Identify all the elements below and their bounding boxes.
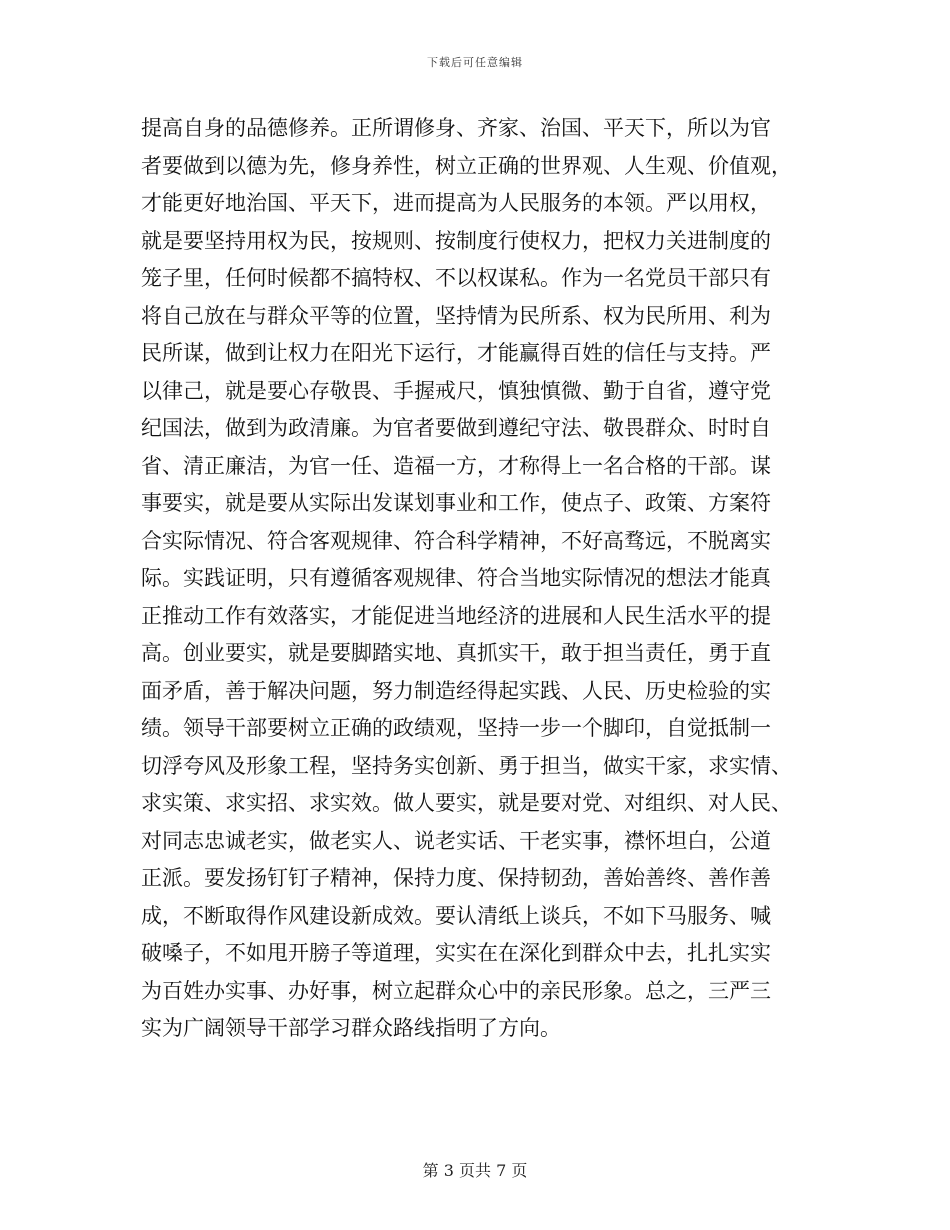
- body-line: 就是要坚持用权为民，按规则、按制度行使权力，把权力关进制度的: [141, 228, 771, 253]
- body-line: 才能更好地治国、平天下，进而提高为人民服务的本领。严以用权，: [141, 191, 771, 215]
- body-line: 正推动工作有效落实，才能促进当地经济的进展和人民生活水平的提: [141, 603, 771, 628]
- body-line: 正派。要发扬钉钉子精神，保持力度、保持韧劲，善始善终、善作善: [141, 866, 771, 890]
- body-line: 际。实践证明，只有遵循客观规律、符合当地实际情况的想法才能真: [141, 566, 771, 590]
- body-line: 以律己，就是要心存敬畏、手握戒尺，慎独慎微、勤于自省，遵守党: [141, 378, 771, 403]
- body-line: 成，不断取得作风建设新成效。要认清纸上谈兵，不如下马服务、喊: [141, 903, 771, 928]
- document-body: [141, 110, 811, 1048]
- body-line: 对同志忠诚老实，做老实人、说老实话、干老实事，襟怀坦白，公道: [141, 828, 771, 853]
- body-line: 实为广阔领导干部学习群众路线指明了方向。: [141, 1016, 561, 1040]
- body-line: 事要实，就是要从实际出发谋划事业和工作，使点子、政策、方案符: [141, 491, 771, 515]
- page-number: 第 3 页共 7 页: [422, 1161, 528, 1180]
- body-line: 求实策、求实招、求实效。做人要实，就是要对党、对组织、对人民、: [141, 791, 792, 815]
- body-line: 笼子里，任何时候都不搞特权、不以权谋私。作为一名党员干部只有: [141, 266, 771, 290]
- body-line: 高。创业要实，就是要脚踏实地、真抓实干，敢于担当责任，勇于直: [141, 641, 771, 665]
- page-header-note: 下载后可任意编辑: [427, 56, 523, 69]
- body-line: 破嗓子，不如甩开膀子等道理，实实在在深化到群众中去，扎扎实实: [141, 941, 771, 965]
- body-line: 为百姓办实事、办好事，树立起群众心中的亲民形象。总之，三严三: [141, 978, 771, 1003]
- body-line: 省、清正廉洁，为官一任、造福一方，才称得上一名合格的干部。谋: [141, 453, 771, 478]
- body-line: 绩。领导干部要树立正确的政绩观，坚持一步一个脚印，自觉抵制一: [141, 716, 771, 740]
- body-line: 者要做到以德为先，修身养性，树立正确的世界观、人生观、价值观，: [141, 153, 792, 178]
- body-line: 切浮夸风及形象工程，坚持务实创新、勇于担当，做实干家，求实情、: [141, 753, 792, 778]
- body-line: 将自己放在与群众平等的位置，坚持情为民所系、权为民所用、利为: [141, 303, 771, 328]
- body-line: 纪国法，做到为政清廉。为官者要做到遵纪守法、敬畏群众、时时自: [141, 416, 771, 440]
- body-line: 提高自身的品德修养。正所谓修身、齐家、治国、平天下，所以为官: [141, 116, 771, 140]
- body-line: 民所谋，做到让权力在阳光下运行，才能赢得百姓的信任与支持。严: [141, 341, 771, 365]
- body-line: 面矛盾，善于解决问题，努力制造经得起实践、人民、历史检验的实: [141, 678, 771, 703]
- body-line: 合实际情况、符合客观规律、符合科学精神，不好高骛远，不脱离实: [141, 528, 771, 553]
